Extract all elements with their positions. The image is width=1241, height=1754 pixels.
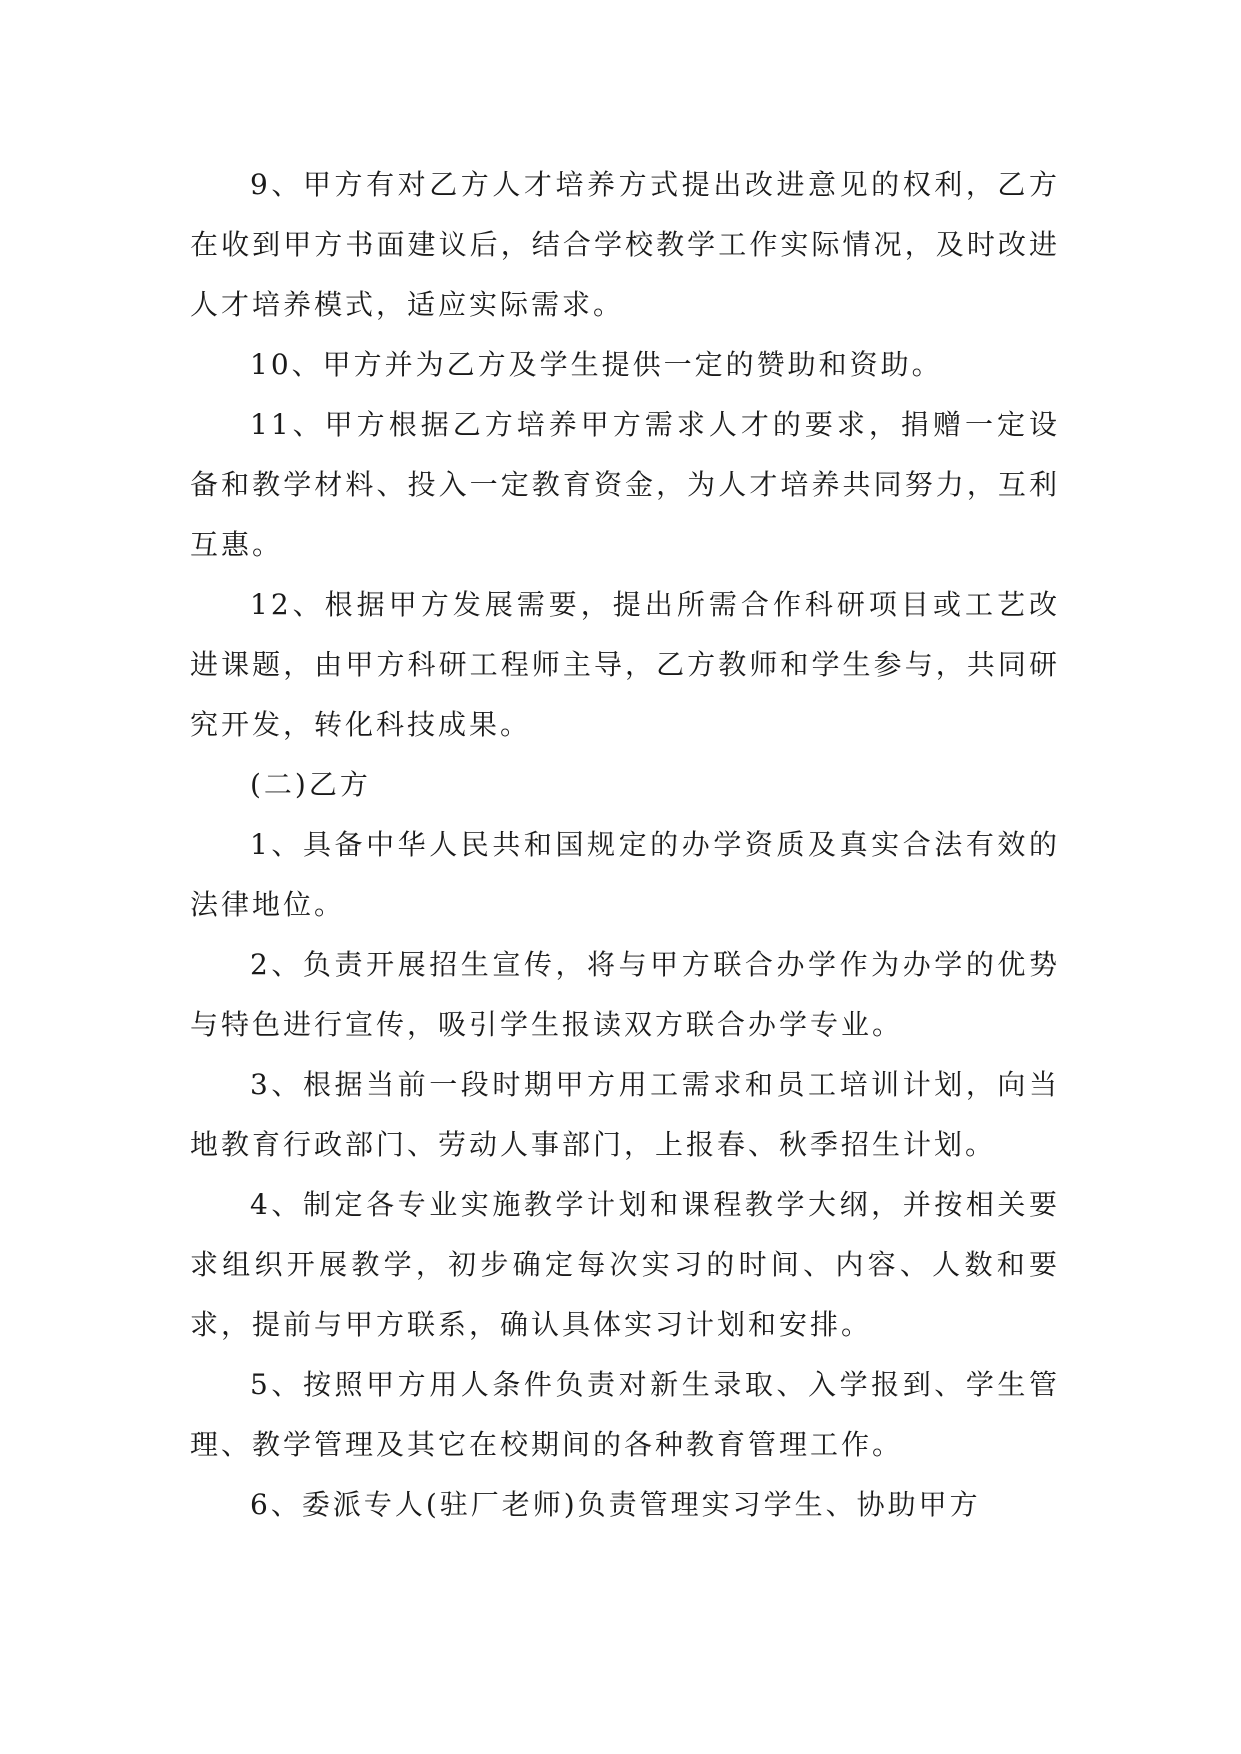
paragraph-party-b-2: 2、负责开展招生宣传，将与甲方联合办学作为办学的优势与特色进行宣传，吸引学生报读双方联合办学专业。 [190, 948, 1060, 1041]
paragraph-item-11: 11、甲方根据乙方培养甲方需求人才的要求，捐赠一定设备和教学材料、投入一定教育资金，为人才培养共同努力，互利互惠。 [190, 408, 1060, 561]
paragraph-item-10: 10、甲方并为乙方及学生提供一定的赞助和资助。 [250, 348, 943, 381]
paragraph-party-b-3: 3、根据当前一段时期甲方用工需求和员工培训计划，向当地教育行政部门、劳动人事部门，上报春、秋季招生计划。 [190, 1068, 1060, 1161]
paragraph-party-b-4: 4、制定各专业实施教学计划和课程教学大纲，并按相关要求组织开展教学，初步确定每次实习的时间、内容、人数和要求，提前与甲方联系，确认具体实习计划和安排。 [190, 1188, 1060, 1341]
document-body [190, 155, 1060, 1535]
paragraph-party-b-5: 5、按照甲方用人条件负责对新生录取、入学报到、学生管理、教学管理及其它在校期间的各种教育管理工作。 [190, 1368, 1060, 1461]
paragraph-item-9: 9、甲方有对乙方人才培养方式提出改进意见的权利，乙方在收到甲方书面建议后，结合学校教学工作实际情况，及时改进人才培养模式，适应实际需求。 [190, 168, 1060, 321]
paragraph-item-12: 12、根据甲方发展需要，提出所需合作科研项目或工艺改进课题，由甲方科研工程师主导，乙方教师和学生参与，共同研究开发，转化科技成果。 [190, 588, 1060, 741]
section-heading-party-b: (二)乙方 [250, 768, 371, 801]
paragraph-party-b-1: 1、具备中华人民共和国规定的办学资质及真实合法有效的法律地位。 [190, 828, 1060, 921]
paragraph-party-b-6: 6、委派专人(驻厂老师)负责管理实习学生、协助甲方 [250, 1488, 981, 1521]
